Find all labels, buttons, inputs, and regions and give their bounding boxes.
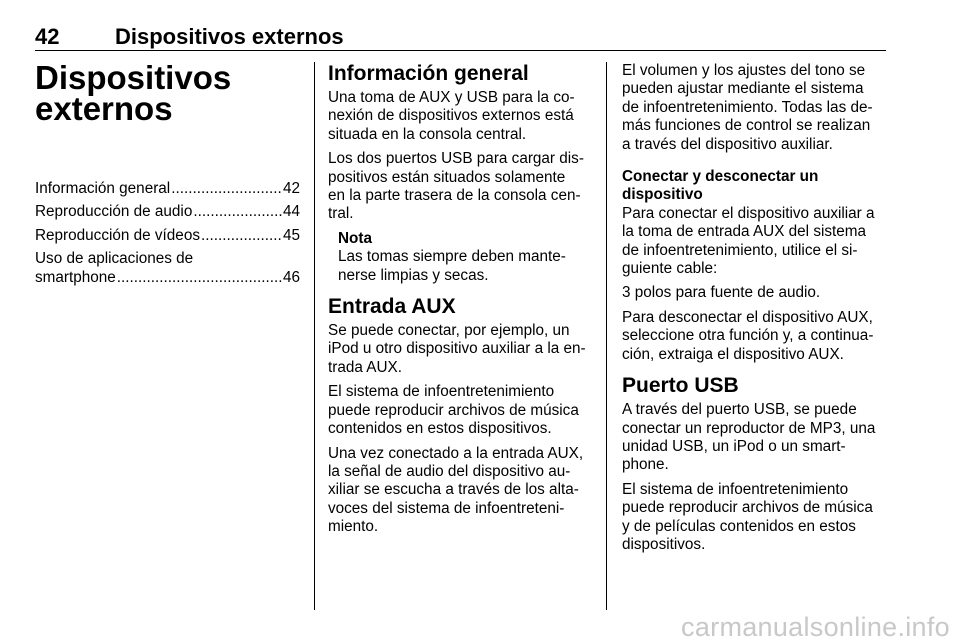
toc-leader-dots xyxy=(171,180,282,198)
text-line: El sistema de infoentretenimiento xyxy=(622,480,849,498)
toc-page: 45 xyxy=(282,226,300,244)
chapter-title-line: Dispositivos xyxy=(35,59,232,96)
text-line: unidad USB, un iPod o un smart- xyxy=(622,437,846,455)
toc-label: Información general xyxy=(35,180,171,197)
text-line: puede reproducir archivos de música xyxy=(328,401,579,419)
toc-entry[interactable] xyxy=(35,227,300,245)
text-line: dispositivo xyxy=(622,186,703,204)
toc-entry[interactable] xyxy=(35,203,300,221)
section-heading: Información general xyxy=(328,62,529,85)
column-left xyxy=(35,59,300,287)
toc-page: 44 xyxy=(282,203,300,221)
toc-label: Reproducción de audio xyxy=(35,203,193,221)
paragraph xyxy=(622,284,886,302)
paragraph xyxy=(328,89,590,144)
note-text xyxy=(338,248,590,285)
toc-label: Reproducción de vídeos xyxy=(35,226,200,244)
toc-label: smartphone xyxy=(35,268,116,286)
page-number: 42 xyxy=(35,24,60,49)
text-line: la toma de entrada AUX del sistema xyxy=(622,223,867,241)
paragraph xyxy=(328,445,590,537)
table-of-contents xyxy=(35,180,300,287)
text-line: de infoentretenimiento, utilice el si- xyxy=(622,241,858,259)
text-line: Para desconectar el dispositivo AUX, xyxy=(622,308,873,326)
text-line: contenidos en estos dispositivos. xyxy=(328,420,552,438)
column-middle xyxy=(328,62,590,543)
text-line: situada en la consola central. xyxy=(328,125,527,143)
paragraph xyxy=(622,401,886,475)
text-line: Se puede conectar, por ejemplo, un xyxy=(328,322,570,340)
paragraph xyxy=(622,309,886,364)
text-line: pueden ajustar mediante el sistema xyxy=(622,80,864,98)
page-header xyxy=(35,22,886,51)
text-line: trada AUX. xyxy=(328,358,402,376)
paragraph xyxy=(328,322,590,377)
text-line: voces del sistema de infoentreteni- xyxy=(328,499,565,517)
text-line: phone. xyxy=(622,456,669,474)
running-title: Dispositivos externos xyxy=(115,24,344,49)
column-divider xyxy=(314,62,315,610)
toc-entry[interactable] xyxy=(35,180,300,198)
text-line: Las tomas siempre deben mante- xyxy=(338,248,566,266)
toc-leader-dots xyxy=(193,203,282,221)
paragraph xyxy=(328,383,590,438)
column-divider xyxy=(606,62,607,610)
text-line: guiente cable: xyxy=(622,260,718,278)
toc-leader-dots xyxy=(117,269,282,287)
text-line: nerse limpias y secas. xyxy=(338,266,489,284)
column-right xyxy=(622,62,886,560)
text-line: Los dos puertos USB para cargar dis- xyxy=(328,150,584,168)
text-line: El sistema de infoentretenimiento xyxy=(328,383,555,401)
text-line: dispositivos. xyxy=(622,535,706,553)
section-heading: Entrada AUX xyxy=(328,295,456,319)
text-line: conectar un reproductor de MP3, una xyxy=(622,419,876,437)
toc-label: Uso de aplicaciones de xyxy=(35,250,194,268)
text-line: Una vez conectado a la entrada AUX, xyxy=(328,444,584,462)
text-line: 3 polos para fuente de audio. xyxy=(622,284,821,302)
paragraph xyxy=(328,150,590,224)
paragraph xyxy=(622,62,886,154)
text-line: nexión de dispositivos externos está xyxy=(328,107,574,125)
subsection-heading xyxy=(622,168,886,205)
paragraph xyxy=(622,205,886,279)
text-line: a través del dispositivo auxiliar. xyxy=(622,135,833,153)
text-line: de infoentretenimiento. Todas las de- xyxy=(622,98,873,116)
chapter-title xyxy=(35,59,300,127)
text-line: Conectar y desconectar un xyxy=(622,168,819,186)
text-line: más funciones de control se realizan xyxy=(622,117,871,135)
text-line: tral. xyxy=(328,205,354,223)
text-line: A través del puerto USB, se puede xyxy=(622,401,857,419)
note-box xyxy=(328,230,590,285)
text-line: la señal de audio del dispositivo au- xyxy=(328,462,571,480)
text-line: miento. xyxy=(328,518,379,536)
note-title: Nota xyxy=(338,229,372,247)
toc-page: 42 xyxy=(282,180,300,197)
text-line: ción, extraiga el dispositivo AUX. xyxy=(622,345,844,363)
chapter-title-line: externos xyxy=(35,90,173,127)
text-line: Para conectar el dispositivo auxiliar a xyxy=(622,204,875,222)
text-line: seleccione otra función y, a continua- xyxy=(622,327,874,345)
text-line: Una toma de AUX y USB para la co- xyxy=(328,89,575,106)
text-line: puede reproducir archivos de música xyxy=(622,499,873,517)
watermark: carmanualsonline.info xyxy=(681,612,950,642)
text-line: xiliar se escucha a través de los alta- xyxy=(328,481,579,499)
text-line: y de películas contenidos en estos xyxy=(622,517,856,535)
text-line: El volumen y los ajustes del tono se xyxy=(622,62,866,79)
text-line: positivos están situados solamente xyxy=(328,168,566,186)
toc-page: 46 xyxy=(282,268,300,286)
toc-leader-dots xyxy=(201,227,282,245)
section-heading: Puerto USB xyxy=(622,374,739,398)
text-line: iPod u otro dispositivo auxiliar a la en- xyxy=(328,340,586,358)
paragraph xyxy=(622,481,886,555)
toc-entry[interactable] xyxy=(35,250,300,287)
text-line: en la parte trasera de la consola cen- xyxy=(328,187,581,205)
